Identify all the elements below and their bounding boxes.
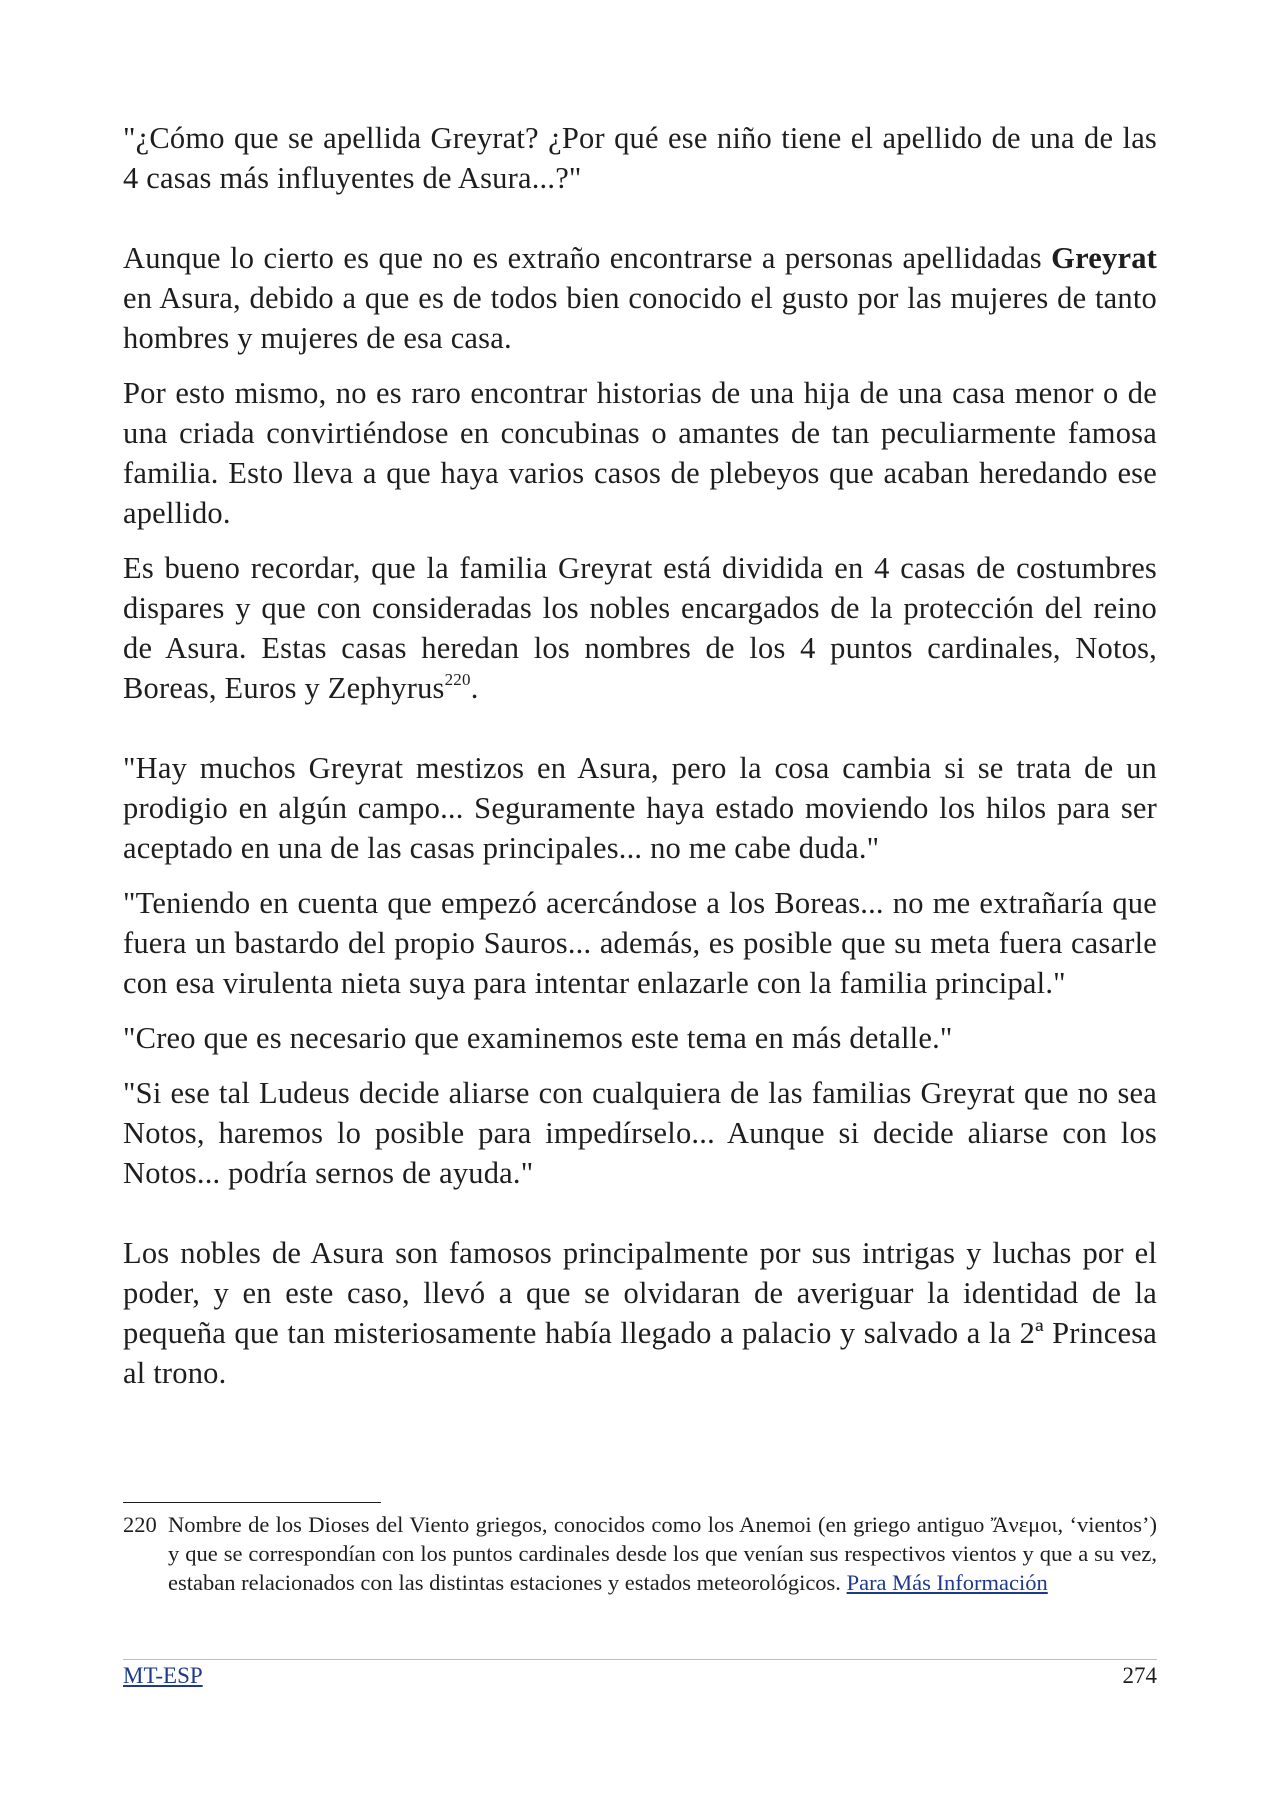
footnote-text: Nombre de los Dioses del Viento griegos, conocidos como los Anemoi (en griego antiguo Ἄνεμοι, ‘vientos’) y que se correspondían con los puntos cardinales desde los que venían sus respectivos vientos y que a su vez, estaban relacionados con las distintas estaciones y estados meteorológicos. bbox=[168, 1512, 1157, 1595]
paragraph-4-before: Es bueno recordar, que la familia Greyrat está dividida en 4 casas de costumbres dispares y que con consideradas los nobles encargados de la protección del reino de Asura. Estas casas heredan los nombres de los 4 puntos cardinales, Notos, Boreas, Euros y Zephyrus bbox=[123, 551, 1157, 705]
footnote-body bbox=[168, 1510, 1157, 1597]
bold-surname: Greyrat bbox=[1051, 241, 1157, 275]
footnote-reference[interactable]: 220 bbox=[444, 669, 471, 689]
page-number: 274 bbox=[1122, 1663, 1157, 1688]
paragraph-7: "Creo que es necesario que examinemos este tema en más detalle." bbox=[123, 1021, 953, 1055]
footer-site-link[interactable]: MT-ESP bbox=[123, 1663, 203, 1688]
paragraph-8: "Si ese tal Ludeus decide aliarse con cualquiera de las familias Greyrat que no sea Notos, haremos lo posible para impedírselo... Aunque si decide aliarse con los Notos... podría sernos de ayuda." bbox=[123, 1076, 1157, 1190]
paragraph-1: "¿Cómo que se apellida Greyrat? ¿Por qué ese niño tiene el apellido de una de las 4 casas más influyentes de Asura...?" bbox=[123, 121, 1157, 195]
paragraph-4 bbox=[123, 548, 1157, 708]
paragraph-3: Por esto mismo, no es raro encontrar historias de una hija de una casa menor o de una criada convirtiéndose en concubinas o amantes de tan peculiarmente famosa familia. Esto lleva a que haya varios casos de plebeyos que acaban heredando ese apellido. bbox=[123, 376, 1157, 530]
paragraph-9: Los nobles de Asura son famosos principalmente por sus intrigas y luchas por el poder, y en este caso, llevó a que se olvidaran de averiguar la identidad de la pequeña que tan misteriosamente había llegado a palacio y salvado a la 2ª Princesa al trono. bbox=[123, 1236, 1157, 1390]
paragraph-2-before: Aunque lo cierto es que no es extraño encontrarse a personas apellidadas bbox=[123, 241, 1052, 275]
paragraph-4-after: . bbox=[470, 671, 479, 705]
page-body bbox=[123, 118, 1157, 1393]
paragraph-6: "Teniendo en cuenta que empezó acercándose a los Boreas... no me extrañaría que fuera un bastardo del propio Sauros... además, es posible que su meta fuera casarle con esa virulenta nieta suya para intentar enlazarle con la familia principal." bbox=[123, 886, 1157, 1000]
more-info-link[interactable]: Para Más Información bbox=[846, 1570, 1048, 1595]
footnote-divider bbox=[123, 1502, 381, 1503]
footnote-number: 220 bbox=[123, 1512, 157, 1537]
page-footer bbox=[123, 1660, 1157, 1692]
paragraph-2 bbox=[123, 238, 1157, 358]
paragraph-2-after: en Asura, debido a que es de todos bien conocido el gusto por las mujeres de tanto hombres y mujeres de esa casa. bbox=[123, 281, 1157, 355]
paragraph-5: "Hay muchos Greyrat mestizos en Asura, pero la cosa cambia si se trata de un prodigio en algún campo... Seguramente haya estado moviendo los hilos para ser aceptado en una de las casas principales... no me cabe duda." bbox=[123, 751, 1157, 865]
footnote bbox=[123, 1510, 1157, 1597]
